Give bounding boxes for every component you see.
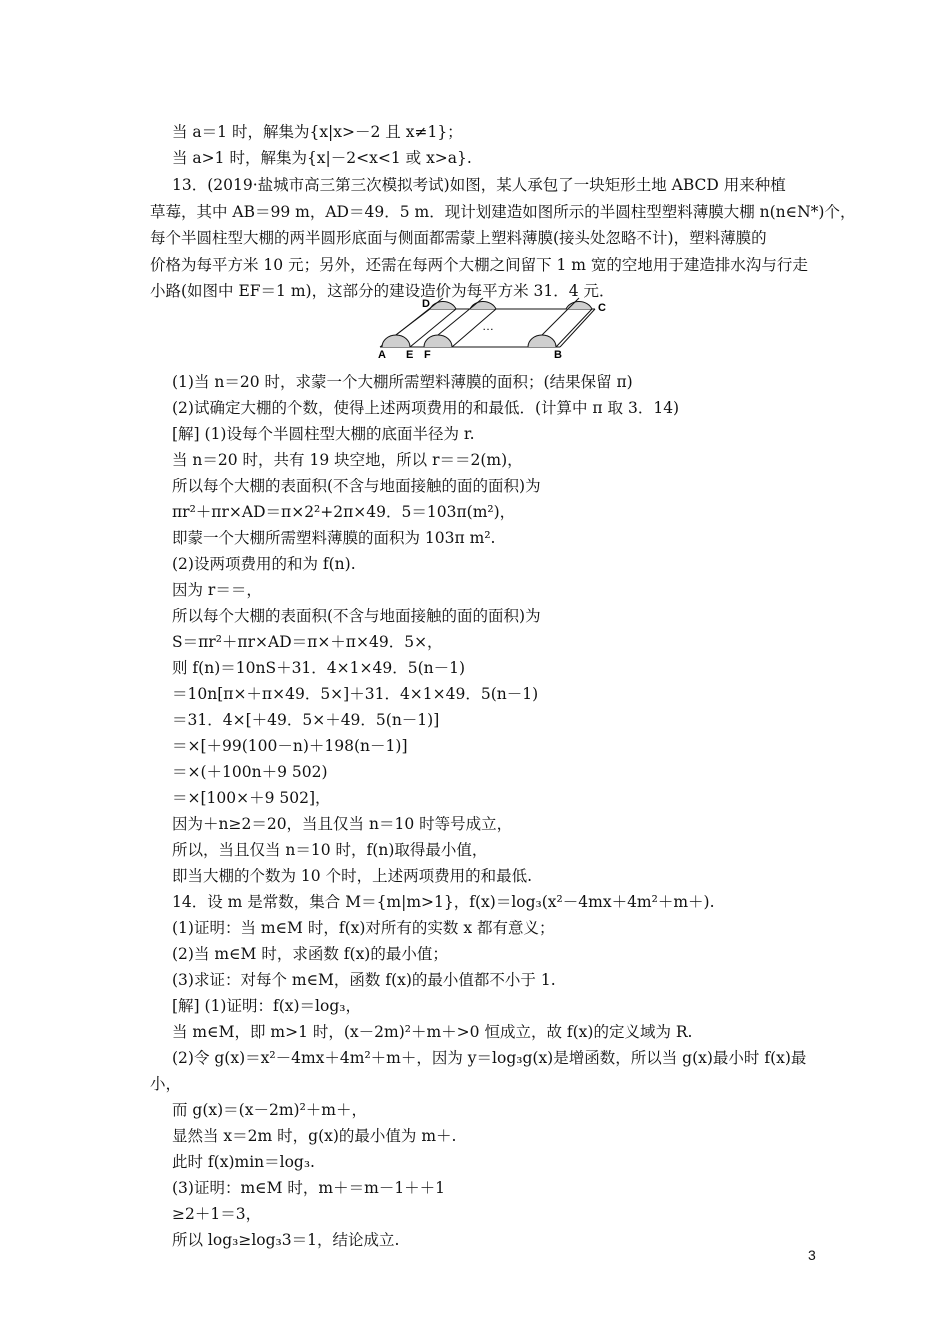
text-line: 当 m∈M，即 m>1 时，(x－2m)²＋m＋>0 恒成立，故 f(x)的定义域为 R.	[172, 1023, 693, 1041]
label-a: A	[378, 349, 386, 359]
text-line: 所以每个大棚的表面积(不含与地面接触的面的面积)为	[172, 477, 541, 495]
label-f: F	[424, 349, 431, 359]
text-line: (2)令 g(x)＝x²－4mx＋4m²＋m＋，因为 y＝log₃g(x)是增函数，所以当 g(x)最小时 f(x)最	[172, 1049, 807, 1067]
text-line: 每个半圆柱型大棚的两半圆形底面与侧面都需蒙上塑料薄膜(接头处忽略不计)，塑料薄膜的	[150, 229, 767, 247]
text-line: ＝×[100×＋9 502]，	[172, 789, 331, 807]
text-line: [解] (1)设每个半圆柱型大棚的底面半径为 r.	[172, 425, 475, 443]
text-line: 此时 f(x)min＝log₃.	[172, 1153, 315, 1171]
label-e: E	[406, 349, 414, 359]
text-line: 14．设 m 是常数，集合 M＝{m|m>1}，f(x)＝log₃(x²－4mx＋4m²＋m＋).	[172, 893, 715, 911]
text-line: (3)求证：对每个 m∈M，函数 f(x)的最小值都不小于 1.	[172, 971, 556, 989]
ellipsis-label: …	[482, 319, 494, 333]
text-line: 所以每个大棚的表面积(不含与地面接触的面的面积)为	[172, 607, 541, 625]
text-line: 即蒙一个大棚所需塑料薄膜的面积为 103π m².	[172, 529, 496, 547]
text-line: (1)证明：当 m∈M 时，f(x)对所有的实数 x 都有意义；	[172, 919, 555, 937]
label-d: D	[422, 298, 430, 310]
text-line: 因为 r＝＝，	[172, 581, 262, 599]
text-line: (3)证明：m∈M 时，m＋＝m－1＋＋1	[172, 1179, 446, 1197]
text-line: (2)试确定大棚的个数，使得上述两项费用的和最低．(计算中 π 取 3．14)	[172, 399, 680, 417]
text-line: 13．(2019·盐城市高三第三次模拟考试)如图，某人承包了一块矩形土地 ABCD 用来种植	[172, 176, 786, 194]
text-line: (1)当 n＝20 时，求蒙一个大棚所需塑料薄膜的面积；(结果保留 π)	[172, 373, 633, 391]
text-line: 所以 log₃≥log₃3＝1，结论成立.	[172, 1231, 400, 1249]
text-line: ＝10n[π×＋π×49．5×]＋31．4×1×49．5(n－1)	[172, 685, 539, 703]
text-line: ＝31．4×[＋49．5×＋49．5(n－1)]	[172, 711, 440, 729]
text-line: 草莓，其中 AB＝99 m，AD＝49．5 m．现计划建造如图所示的半圆柱型塑料薄膜大棚 n(n∈N*)个，	[150, 203, 856, 221]
text-line: S＝πr²＋πr×AD＝π×＋π×49．5×，	[172, 633, 443, 651]
text-line: 所以，当且仅当 n＝10 时，f(n)取得最小值，	[172, 841, 488, 859]
text-line: ＝×[＋99(100－n)＋198(n－1)]	[172, 737, 408, 755]
text-line: 小，	[150, 1075, 182, 1093]
text-line: 因为＋n≥2＝20，当且仅当 n＝10 时等号成立，	[172, 815, 513, 833]
text-line: 当 a>1 时，解集为{x|－2<x<1 或 x>a}.	[172, 149, 472, 167]
label-b: B	[554, 349, 562, 359]
text-line: 价格为每平方米 10 元；另外，还需在每两个大棚之间留下 1 m 宽的空地用于建造排水沟与行走	[150, 256, 808, 274]
text-line: ＝×(＋100n＋9 502)	[172, 763, 328, 781]
text-line: πr²＋πr×AD＝π×2²+2π×49．5＝103π(m²)，	[172, 503, 516, 521]
text-line: (2)设两项费用的和为 f(n).	[172, 555, 356, 573]
text-line: 当 a＝1 时，解集为{x|x>－2 且 x≠1}；	[172, 123, 463, 141]
text-line: [解] (1)证明：f(x)＝log₃，	[172, 997, 361, 1015]
text-line: 显然当 x＝2m 时，g(x)的最小值为 m＋.	[172, 1127, 457, 1145]
text-line: ≥2＋1＝3，	[172, 1205, 262, 1223]
text-line: 即当大棚的个数为 10 个时，上述两项费用的和最低.	[172, 867, 533, 885]
text-line: 则 f(n)＝10nS＋31．4×1×49．5(n－1)	[172, 659, 466, 677]
greenhouse-diagram	[370, 297, 620, 359]
text-line: (2)当 m∈M 时，求函数 f(x)的最小值；	[172, 945, 448, 963]
page-number: 3	[808, 1247, 816, 1263]
text-line: 小路(如图中 EF＝1 m)，这部分的建设造价为每平方米 31．4 元．	[150, 282, 615, 300]
text-line: 当 n＝20 时，共有 19 块空地，所以 r＝＝2(m)，	[172, 451, 523, 469]
text-line: 而 g(x)＝(x－2m)²＋m＋，	[172, 1101, 367, 1119]
label-c: C	[598, 302, 606, 314]
